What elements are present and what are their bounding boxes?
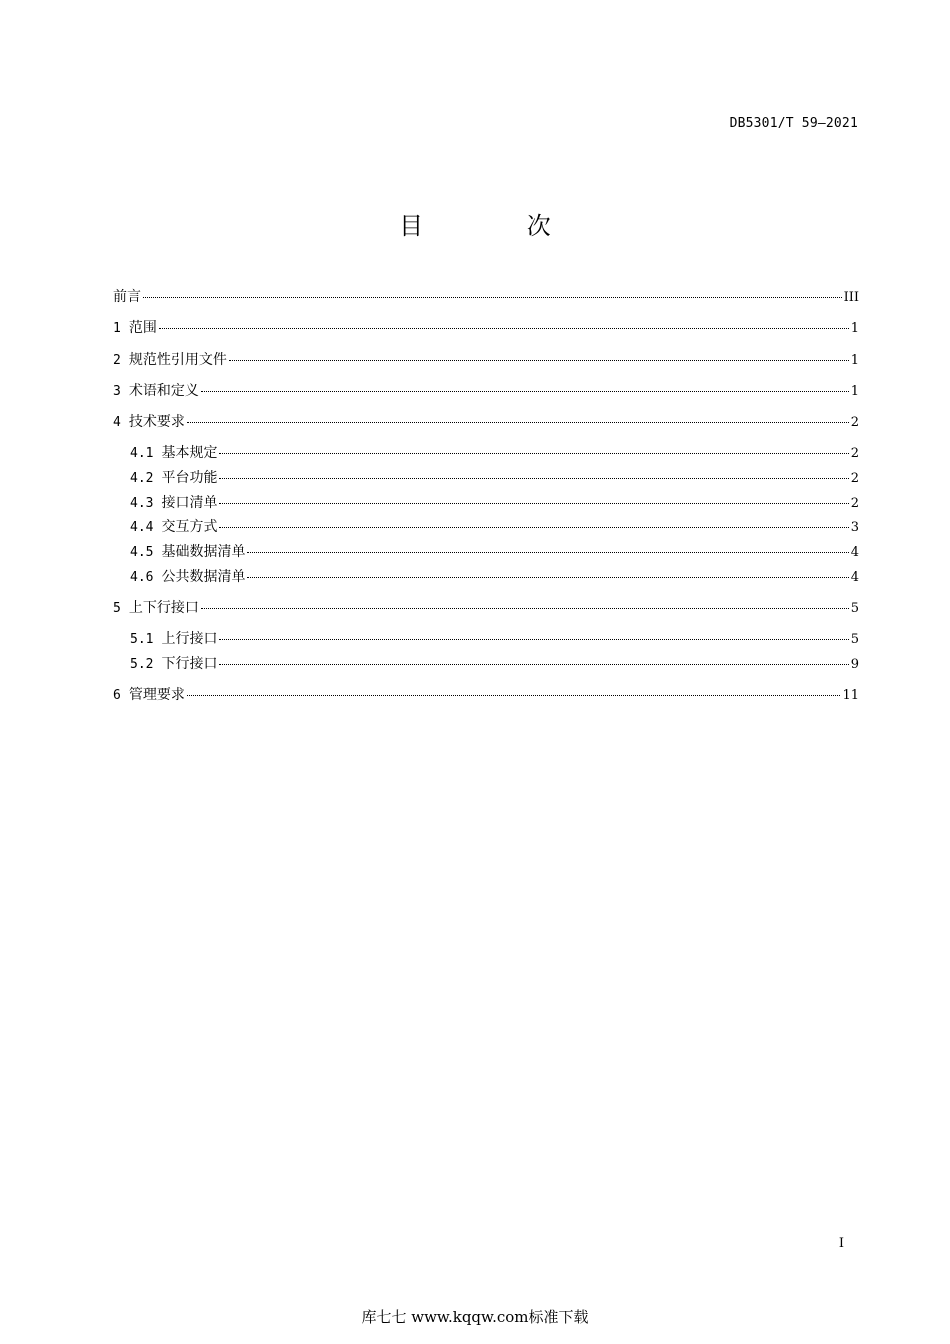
toc-entry-label: 基本规定: [161, 445, 218, 461]
toc-entry-5-1[interactable]: [130, 628, 859, 648]
toc-leader: [247, 552, 848, 553]
toc-leader: [219, 527, 848, 528]
toc-title: 目 次: [399, 212, 599, 240]
toc-entry-number: 4.1: [130, 446, 154, 461]
toc-entry-page: 4: [850, 570, 859, 585]
toc-entry-6[interactable]: [113, 684, 859, 704]
toc-entry-page: 4: [850, 545, 859, 560]
toc-entry-label: 平台功能: [161, 470, 218, 486]
toc-leader: [201, 608, 849, 609]
toc-entry-number: 2: [113, 353, 121, 368]
toc-leader: [219, 453, 848, 454]
toc-entry-label: 接口清单: [161, 495, 218, 511]
toc-leader: [201, 391, 849, 392]
toc-entry-label: 交互方式: [161, 519, 218, 535]
toc-leader: [219, 639, 848, 640]
toc-entry-page: 1: [850, 321, 859, 336]
toc-entry-page: 5: [850, 632, 859, 647]
toc-entry-page: 2: [850, 471, 859, 486]
toc-entry-1[interactable]: [113, 317, 859, 337]
page-number: I: [838, 1236, 844, 1251]
toc-entry-4[interactable]: [113, 411, 859, 431]
toc-entry-number: 3: [113, 384, 121, 399]
toc-entry-label: 技术要求: [128, 414, 185, 430]
toc-entry-label: 基础数据清单: [161, 544, 246, 560]
toc-entry-label: 规范性引用文件: [128, 352, 227, 368]
toc-entry-page: 3: [850, 520, 859, 535]
toc-entry-page: 1: [850, 384, 859, 399]
toc-entry-preface[interactable]: [113, 286, 859, 306]
toc-entry-5-2[interactable]: [130, 653, 859, 673]
toc-entry-label: 管理要求: [128, 687, 185, 703]
toc-entry-label: 前言: [113, 289, 141, 305]
toc-entry-page: III: [843, 290, 859, 305]
toc-entry-4-1[interactable]: [130, 442, 859, 462]
toc-entry-page: 2: [850, 446, 859, 461]
toc-entry-5[interactable]: [113, 597, 859, 617]
toc-entry-label: 上下行接口: [128, 600, 199, 616]
toc-entry-number: 6: [113, 688, 121, 703]
toc-entry-label: 上行接口: [161, 631, 218, 647]
toc-entry-page: 5: [850, 601, 859, 616]
footer-watermark-text: 库七七 www.kqqw.com标准下载: [361, 1308, 589, 1326]
toc-entry-page: 2: [850, 496, 859, 511]
toc-entry-4-3[interactable]: [130, 492, 859, 512]
toc-entry-number: 4.5: [130, 545, 154, 560]
document-code: DB5301/T 59—2021: [729, 116, 858, 131]
toc-entry-number: 5: [113, 601, 121, 616]
toc-entry-label: 范围: [128, 320, 157, 336]
toc-entry-number: 5.2: [130, 657, 154, 672]
toc-leader: [187, 422, 849, 423]
toc-entry-number: 4: [113, 415, 121, 430]
toc-entry-number: 4.3: [130, 496, 154, 511]
toc-entry-number: 4.2: [130, 471, 154, 486]
toc-entry-number: 1: [113, 321, 121, 336]
toc-leader: [229, 360, 849, 361]
toc-entry-number: 4.4: [130, 520, 154, 535]
toc-leader: [247, 577, 848, 578]
toc-entry-label: 术语和定义: [128, 383, 199, 399]
toc-entry-2[interactable]: [113, 349, 859, 369]
toc-leader: [187, 695, 841, 696]
toc-leader: [159, 328, 849, 329]
toc-entry-4-2[interactable]: [130, 467, 859, 487]
toc-leader: [143, 297, 842, 298]
toc-entry-label: 下行接口: [161, 656, 218, 672]
toc-entry-page: 1: [850, 353, 859, 368]
toc-leader: [219, 503, 848, 504]
toc-entry-4-4[interactable]: [130, 516, 859, 536]
toc-entry-4-6[interactable]: [130, 566, 859, 586]
toc-entry-number: 4.6: [130, 570, 154, 585]
toc-entry-page: 11: [842, 688, 859, 703]
toc-entry-3[interactable]: [113, 380, 859, 400]
toc-entry-page: 2: [850, 415, 859, 430]
toc-entry-label: 公共数据清单: [161, 569, 246, 585]
toc-leader: [219, 478, 848, 479]
toc-entry-4-5[interactable]: [130, 541, 859, 561]
toc-entry-number: 5.1: [130, 632, 154, 647]
toc-entry-page: 9: [850, 657, 859, 672]
toc-leader: [219, 664, 848, 665]
